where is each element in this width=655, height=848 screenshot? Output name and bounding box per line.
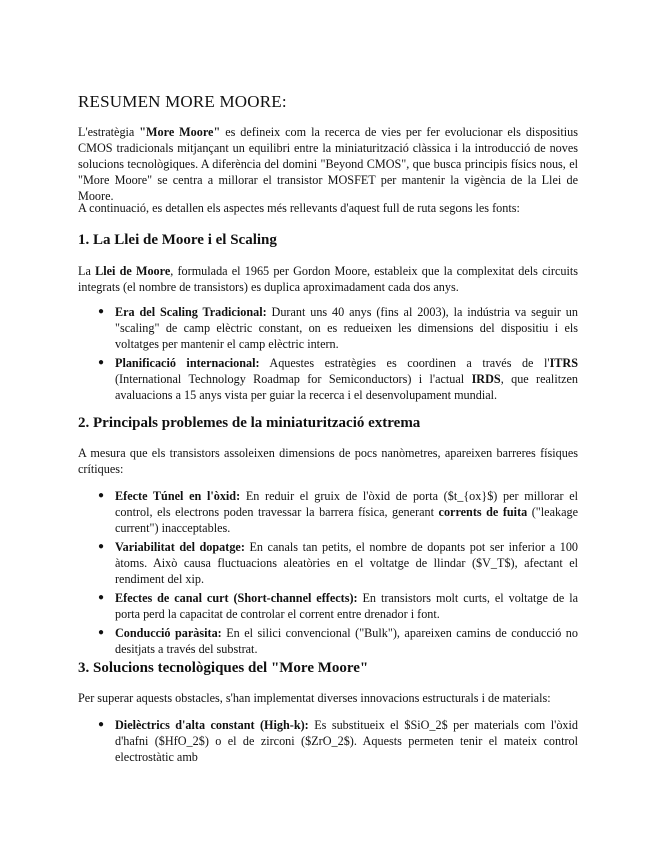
section-2-paragraph: A mesura que els transistors assoleixen dimensions de pocs nanòmetres, apareixen barreres físiques crítiques: [78, 446, 578, 476]
bullet-icon: ● [98, 592, 105, 603]
section-3-list [78, 717, 578, 768]
bullet-icon: ● [98, 719, 105, 730]
section-2-heading: 2. Principals problemes de la miniaturització extrema [78, 415, 421, 431]
document-title: RESUMEN MORE MOORE: [78, 92, 287, 111]
section-3-paragraph: Per superar aquests obstacles, s'han implementat diverses innovacions estructurals i de materials: [78, 691, 551, 705]
bullet-icon: ● [98, 306, 105, 317]
bullet-icon: ● [98, 490, 105, 501]
list-item: ● Variabilitat del dopatge: En canals tan petits, el nombre de dopants pot ser inferior a 100 àtoms. Això causa fluctuacions aleatòries en el voltatge de llindar ($V_T$), afectant el rendiment del xip. [98, 540, 579, 586]
bullet-icon: ● [98, 357, 105, 368]
section-2-list [78, 488, 578, 660]
list-item: ● Dielèctrics d'alta constant (High-k): Es substitueix el $SiO_2$ per materials com l'òxid d'hafni ($HfO_2$) o el de zirconi ($ZrO_2$). Aquests permeten tenir el mateix control electrostàtic amb [98, 718, 578, 764]
list-item: ● Efecte Túnel en l'òxid: En reduir el gruix de l'òxid de porta ($t_{ox}$) per millorar el control, els electrons poden travessar la barrera física, generant corrents de fuita ("leakage current") inacceptables. [98, 489, 578, 535]
list-item: ● Era del Scaling Tradicional: Durant uns 40 anys (fins al 2003), la indústria va seguir un "scaling" de camp elèctric constant, on es redueixen les dimensions del dispositiu i els voltatges per mantenir el camp elèctric intern. [98, 305, 578, 351]
intro-paragraph: L'estratègia "More Moore" es defineix com la recerca de vies per fer evolucionar els dispositius CMOS tradicionals mitjançant un equilibri entre la miniaturització clàssica i la introducció de noves solucions tecnològiques. A diferència del domini "Beyond CMOS", que busca principis físics nous, el "More Moore" se centra a millorar el transistor MOSFET per mantenir la vigència de la Llei de Moore. [78, 125, 578, 203]
section-1-paragraph: La Llei de Moore, formulada el 1965 per Gordon Moore, estableix que la complexitat dels circuits integrats (el nombre de transistors) es duplica aproximadament cada dos anys. [78, 264, 578, 294]
list-item: ● Planificació internacional: Aquestes estratègies es coordinen a través de l'ITRS (International Technology Roadmap for Semiconductors) i l'actual IRDS, que realitzen avaluacions a 15 anys vista per guiar la recerca i el desenvolupament mundial. [98, 356, 579, 402]
list-item: ● Efectes de canal curt (Short-channel effects): En transistors molt curts, el voltatge de la porta perd la capacitat de controlar el corrent entre drenador i font. [98, 591, 579, 621]
section-1-list [78, 304, 578, 406]
bullet-icon: ● [98, 627, 105, 638]
intro-paragraph-2: A continuació, es detallen els aspectes més rellevants d'aquest full de ruta segons les fonts: [78, 201, 520, 215]
section-1-heading: 1. La Llei de Moore i el Scaling [78, 232, 277, 248]
list-item: ● Conducció paràsita: En el silici convencional ("Bulk"), apareixen camins de conducció no desitjats a través del substrat. [98, 626, 578, 656]
bullet-icon: ● [98, 541, 105, 552]
section-3-heading: 3. Solucions tecnològiques del "More Moore" [78, 660, 369, 676]
